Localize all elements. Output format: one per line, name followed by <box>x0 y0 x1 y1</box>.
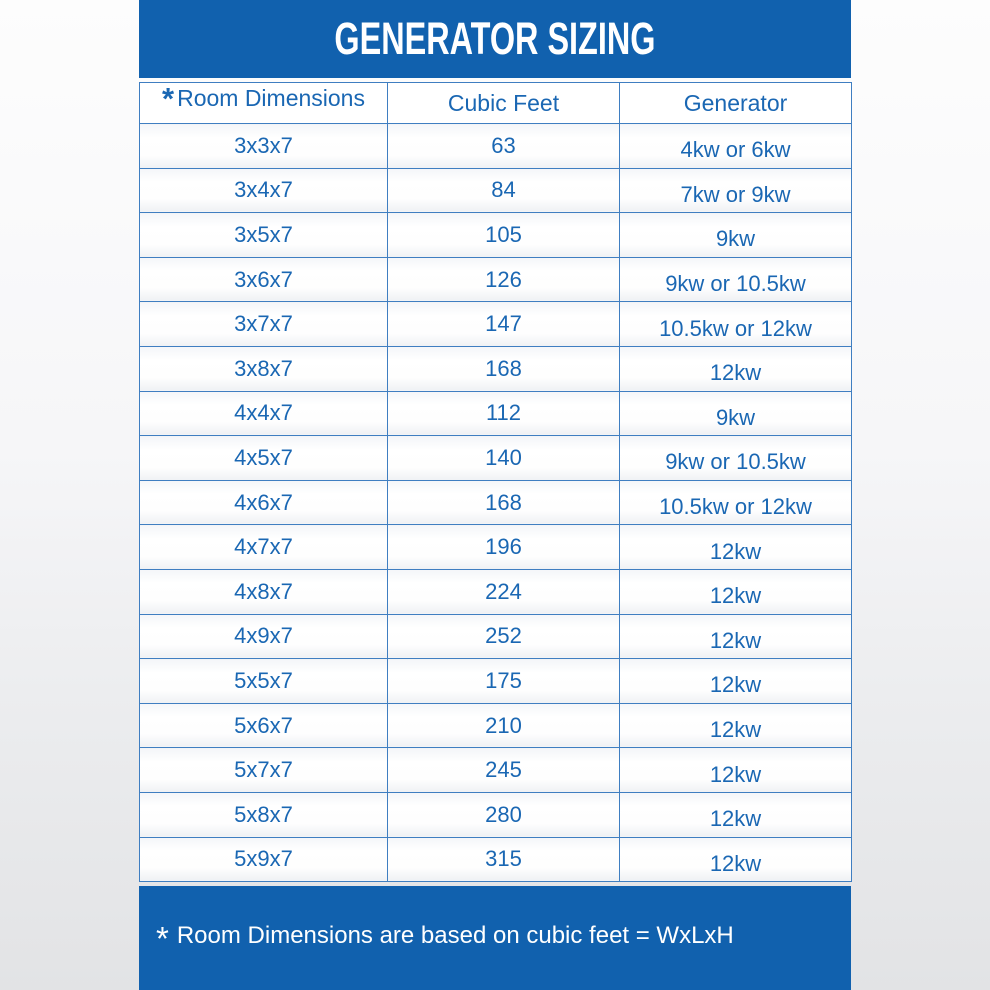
cubic-feet-cell: 280 <box>388 792 620 837</box>
page-title: GENERATOR SIZING <box>334 13 656 64</box>
room-dimensions-cell: 4x7x7 <box>140 525 388 570</box>
generator-cell: 9kw or 10.5kw <box>620 257 852 302</box>
footnote-band <box>139 886 851 990</box>
cubic-feet-cell: 196 <box>388 525 620 570</box>
table-row <box>140 391 852 436</box>
table-row <box>140 302 852 347</box>
generator-cell: 12kw <box>620 837 852 882</box>
generator-cell: 12kw <box>620 659 852 704</box>
cubic-feet-cell: 252 <box>388 614 620 659</box>
room-dimensions-cell: 5x5x7 <box>140 659 388 704</box>
cubic-feet-cell: 315 <box>388 837 620 882</box>
generator-header: Generator <box>620 83 852 124</box>
room-dimensions-cell: 5x6x7 <box>140 703 388 748</box>
cubic-feet-header: Cubic Feet <box>388 83 620 124</box>
generator-cell: 12kw <box>620 703 852 748</box>
room-dimensions-cell: 5x7x7 <box>140 748 388 793</box>
cubic-feet-cell: 147 <box>388 302 620 347</box>
cubic-feet-cell: 140 <box>388 436 620 481</box>
generator-sizing-table <box>139 82 851 882</box>
generator-cell: 12kw <box>620 569 852 614</box>
generator-cell: 12kw <box>620 525 852 570</box>
table-row <box>140 525 852 570</box>
table-row <box>140 569 852 614</box>
generator-cell: 12kw <box>620 614 852 659</box>
cubic-feet-cell: 210 <box>388 703 620 748</box>
cubic-feet-cell: 126 <box>388 257 620 302</box>
generator-cell: 9kw <box>620 213 852 258</box>
generator-cell: 9kw <box>620 391 852 436</box>
cubic-feet-cell: 84 <box>388 168 620 213</box>
table-row <box>140 436 852 481</box>
generator-cell: 12kw <box>620 792 852 837</box>
room-dimensions-cell: 4x4x7 <box>140 391 388 436</box>
footnote-text <box>156 913 734 957</box>
table-row <box>140 792 852 837</box>
generator-cell: 12kw <box>620 748 852 793</box>
room-dimensions-cell: 4x9x7 <box>140 614 388 659</box>
generator-cell: 10.5kw or 12kw <box>620 302 852 347</box>
table-row <box>140 703 852 748</box>
room-dimensions-cell: 4x6x7 <box>140 480 388 525</box>
table-body <box>140 124 852 882</box>
title-band <box>139 0 851 78</box>
table-row <box>140 748 852 793</box>
table-row <box>140 168 852 213</box>
room-dimensions-header-label: Room Dimensions <box>177 85 365 111</box>
header-row <box>140 83 852 124</box>
generator-cell: 4kw or 6kw <box>620 124 852 169</box>
cubic-feet-cell: 112 <box>388 391 620 436</box>
asterisk-marker: * <box>156 920 169 957</box>
cubic-feet-cell: 224 <box>388 569 620 614</box>
asterisk-marker: * <box>162 81 175 116</box>
cubic-feet-cell: 175 <box>388 659 620 704</box>
cubic-feet-cell: 63 <box>388 124 620 169</box>
generator-cell: 7kw or 9kw <box>620 168 852 213</box>
room-dimensions-header <box>140 83 388 124</box>
room-dimensions-cell: 3x6x7 <box>140 257 388 302</box>
table-row <box>140 213 852 258</box>
room-dimensions-cell: 3x4x7 <box>140 168 388 213</box>
table-row <box>140 659 852 704</box>
cubic-feet-cell: 105 <box>388 213 620 258</box>
room-dimensions-cell: 3x5x7 <box>140 213 388 258</box>
cubic-feet-cell: 168 <box>388 346 620 391</box>
room-dimensions-cell: 5x9x7 <box>140 837 388 882</box>
room-dimensions-cell: 4x8x7 <box>140 569 388 614</box>
cubic-feet-cell: 168 <box>388 480 620 525</box>
room-dimensions-cell: 5x8x7 <box>140 792 388 837</box>
table-row <box>140 257 852 302</box>
room-dimensions-cell: 3x3x7 <box>140 124 388 169</box>
table-row <box>140 480 852 525</box>
footnote-label: Room Dimensions are based on cubic feet = WxLxH <box>176 922 734 949</box>
cubic-feet-cell: 245 <box>388 748 620 793</box>
table-row <box>140 346 852 391</box>
table-row <box>140 124 852 169</box>
room-dimensions-cell: 4x5x7 <box>140 436 388 481</box>
generator-cell: 9kw or 10.5kw <box>620 436 852 481</box>
generator-cell: 10.5kw or 12kw <box>620 480 852 525</box>
table-row <box>140 837 852 882</box>
room-dimensions-cell: 3x8x7 <box>140 346 388 391</box>
table-header <box>140 83 852 124</box>
table-row <box>140 614 852 659</box>
room-dimensions-cell: 3x7x7 <box>140 302 388 347</box>
generator-cell: 12kw <box>620 346 852 391</box>
sizing-table <box>139 82 852 882</box>
